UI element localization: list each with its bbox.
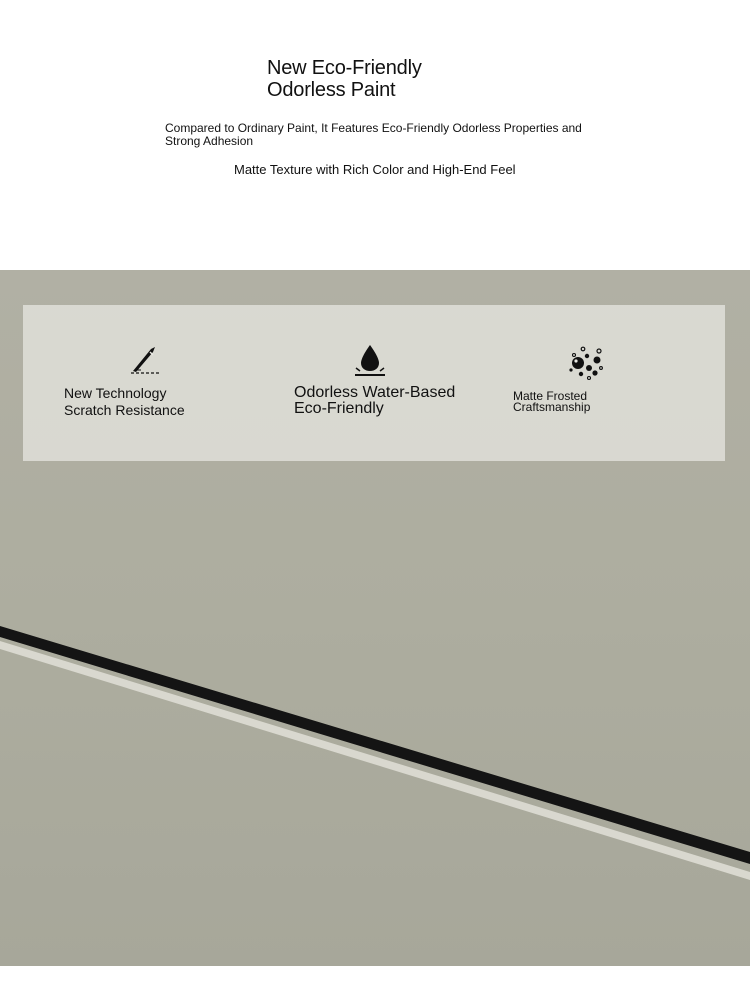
trim-highlight xyxy=(0,641,750,880)
frosted-particles-icon xyxy=(565,343,605,383)
page-title: New Eco-Friendly Odorless Paint xyxy=(267,57,422,101)
painted-wall-panel xyxy=(0,270,750,966)
header-section xyxy=(0,0,750,270)
scratch-blade-icon xyxy=(129,343,161,375)
feature-label: New Technology Scratch Resistance xyxy=(64,385,185,418)
feature-card xyxy=(23,305,725,461)
page-subtitle: Compared to Ordinary Paint, It Features Eco-Friendly Odorless Properties and Strong Adhesion xyxy=(165,121,582,148)
trim-line xyxy=(0,626,750,864)
feature-label: Odorless Water-Based Eco-Friendly xyxy=(294,384,456,417)
footer-spacer xyxy=(0,966,750,982)
feature-label: Matte Frosted Craftsmanship xyxy=(513,389,591,414)
page-tagline: Matte Texture with Rich Color and High-End Feel xyxy=(234,162,516,177)
water-drop-icon xyxy=(353,343,387,377)
